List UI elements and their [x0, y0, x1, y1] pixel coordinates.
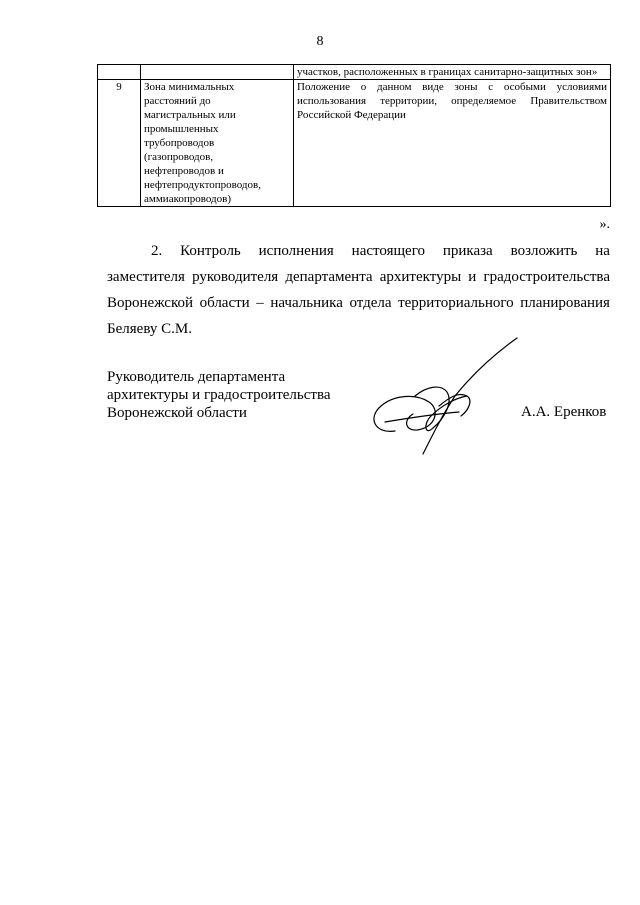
- row-number-cell: [98, 65, 141, 80]
- zone-name-cell: [141, 80, 294, 207]
- word: Контроль: [180, 243, 241, 259]
- zone-name-line: расстояний до: [144, 95, 211, 107]
- signatory-title-line: Руководитель департамента: [107, 369, 286, 385]
- zone-name-line: аммиакопроводов): [144, 193, 232, 205]
- zone-name-line: нефтепродуктопроводов,: [144, 179, 261, 191]
- zone-description-cell: Положение о данном виде зоны с особыми условиями использования территории, определяемое Правительством Российской Федерации: [294, 80, 611, 207]
- row-number-cell: 9: [98, 80, 141, 207]
- word: возложить: [510, 243, 578, 259]
- table-closing-quote: ».: [599, 217, 610, 232]
- handwritten-signature: [355, 336, 525, 461]
- zone-name-line: нефтепроводов и: [144, 165, 224, 177]
- paragraph-line: [107, 238, 610, 264]
- word: департамента: [285, 269, 373, 285]
- word: планирования: [520, 295, 610, 311]
- paragraph-line: [107, 290, 610, 316]
- signatory-title-line: Воронежской области: [107, 405, 247, 421]
- signatory-title-line: архитектуры и градостроительства: [107, 387, 331, 403]
- word: градостроительства: [483, 269, 610, 285]
- signatory-title: [107, 368, 330, 422]
- signer-name: А.А. Еренков: [521, 404, 607, 420]
- word: приказа: [442, 243, 493, 259]
- zone-name-line: трубопроводов: [144, 137, 215, 149]
- zone-description-cell: участков, расположенных в границах санитарно-защитных зон»: [294, 65, 611, 80]
- word: территориального: [398, 295, 514, 311]
- table-row: [98, 80, 611, 207]
- word: архитектуры: [379, 269, 462, 285]
- order-paragraph: [107, 238, 610, 342]
- word: области: [199, 295, 250, 311]
- zone-name-line: промышленных: [144, 123, 219, 135]
- paragraph-line: [107, 264, 610, 290]
- responsible-person: Беляеву С.М.: [107, 321, 192, 337]
- word: на: [595, 243, 610, 259]
- table-row: [98, 65, 611, 80]
- zone-name-line: Зона минимальных: [144, 81, 235, 93]
- zone-name-line: магистральных или: [144, 109, 236, 121]
- word: отдела: [349, 295, 392, 311]
- zone-name-cell: [141, 65, 294, 80]
- word: и: [468, 269, 477, 285]
- word: исполнения: [258, 243, 334, 259]
- word: настоящего: [351, 243, 425, 259]
- page-number: 8: [316, 34, 324, 49]
- zone-name-line: (газопроводов,: [144, 151, 214, 163]
- word: Воронежской: [107, 295, 193, 311]
- word: заместителя: [107, 269, 185, 285]
- word: начальника: [270, 295, 343, 311]
- word: –: [256, 295, 264, 311]
- zones-table: [97, 64, 611, 207]
- word: руководителя: [192, 269, 279, 285]
- word: 2.: [151, 243, 163, 259]
